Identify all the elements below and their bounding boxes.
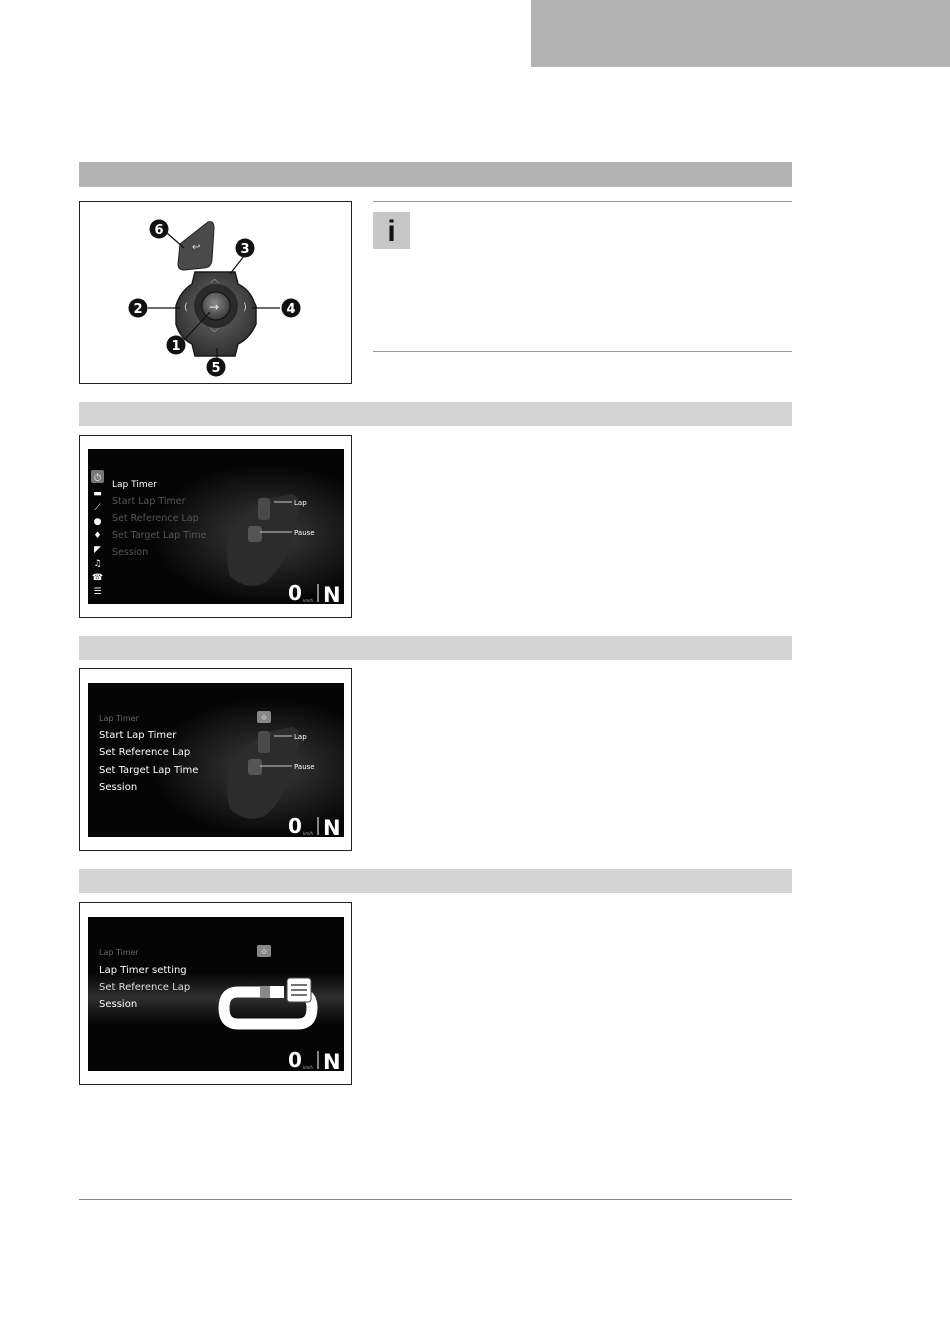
enter-glyph: ⟐ bbox=[261, 714, 267, 722]
tft-display-3 bbox=[80, 903, 351, 1084]
lap-label: Lap bbox=[294, 499, 307, 507]
gear-indicator: N bbox=[323, 816, 341, 840]
callout-3 bbox=[236, 239, 255, 258]
checkered-flag-icon bbox=[260, 986, 270, 998]
section-header-bar bbox=[79, 869, 792, 893]
menu-item: Set Target Lap Time bbox=[99, 765, 199, 776]
menu-title: Lap Timer bbox=[99, 714, 139, 723]
menu-title: Lap Timer bbox=[112, 480, 157, 490]
dashboard-screen-3 bbox=[79, 902, 352, 1085]
tft-display-2 bbox=[80, 669, 351, 850]
svg-text:1: 1 bbox=[171, 339, 181, 354]
section-header-bar bbox=[79, 402, 792, 426]
info-note bbox=[373, 201, 792, 352]
phone-icon: ☎ bbox=[91, 573, 104, 583]
menu-item: Lap Timer setting bbox=[99, 965, 187, 976]
menu-item: Set Reference Lap bbox=[99, 982, 191, 993]
pause-button-shape bbox=[248, 759, 262, 775]
gear-indicator: N bbox=[323, 583, 341, 607]
chapter-tab bbox=[531, 0, 950, 67]
info-icon: i bbox=[373, 212, 410, 249]
rider-icon: ♦ bbox=[93, 531, 102, 541]
menu-item: Start Lap Timer bbox=[112, 496, 186, 507]
pause-label: Pause bbox=[294, 763, 315, 771]
music-icon: ♫ bbox=[93, 559, 102, 569]
menu-item: Session bbox=[99, 999, 138, 1010]
wrench-icon: ⟋ bbox=[94, 503, 101, 513]
navigation-icon: ◤ bbox=[94, 545, 101, 555]
right-chevron-icon: ) bbox=[243, 302, 247, 313]
speed-unit: km/h bbox=[303, 831, 314, 836]
svg-text:5: 5 bbox=[211, 361, 221, 376]
speed-unit: km/h bbox=[303, 1065, 314, 1070]
back-arrow-icon: ↩ bbox=[192, 242, 201, 253]
callout-2 bbox=[129, 299, 148, 318]
lap-button-shape bbox=[258, 498, 270, 520]
pause-button-shape bbox=[248, 526, 262, 542]
pause-label: Pause bbox=[294, 529, 315, 537]
tire-pressure-icon: ● bbox=[93, 517, 102, 527]
gear-indicator: N bbox=[323, 1050, 341, 1074]
controls-diagram bbox=[80, 202, 351, 383]
menu-title: Lap Timer bbox=[99, 948, 139, 957]
settings-icon: ☰ bbox=[93, 587, 102, 597]
stopwatch-glyph: ⏱ bbox=[93, 473, 102, 484]
svg-text:2: 2 bbox=[133, 302, 143, 317]
down-chevron-icon: ﹀ bbox=[210, 329, 220, 339]
menu-item: Set Reference Lap bbox=[99, 747, 191, 758]
svg-text:6: 6 bbox=[154, 223, 164, 238]
callout-1 bbox=[167, 336, 186, 355]
enter-arrow-icon: → bbox=[209, 300, 220, 314]
lap-label: Lap bbox=[294, 733, 307, 741]
speed-readout: 0 bbox=[288, 1048, 302, 1072]
section-header-bar bbox=[79, 162, 792, 187]
menu-item: Session bbox=[99, 782, 138, 793]
speed-readout: 0 bbox=[288, 814, 302, 838]
tft-display-1 bbox=[80, 436, 351, 617]
menu-item: Start Lap Timer bbox=[99, 730, 177, 741]
callout-5 bbox=[207, 358, 226, 377]
left-chevron-icon: ( bbox=[184, 302, 188, 313]
speed-unit: km/h bbox=[303, 598, 314, 603]
section-header-bar bbox=[79, 636, 792, 660]
page-footer-rule bbox=[79, 1199, 792, 1200]
menu-item: Set Reference Lap bbox=[112, 513, 199, 524]
dashboard-screen-2 bbox=[79, 668, 352, 851]
menu-item: Set Target Lap Time bbox=[112, 530, 207, 541]
controls-figure bbox=[79, 201, 352, 384]
svg-text:3: 3 bbox=[240, 242, 250, 257]
up-chevron-icon: ︿ bbox=[210, 275, 220, 285]
motorcycle-icon: ▬ bbox=[93, 489, 102, 499]
callout-6 bbox=[150, 220, 169, 239]
speed-readout: 0 bbox=[288, 581, 302, 605]
svg-text:4: 4 bbox=[286, 302, 296, 317]
dashboard-screen-1 bbox=[79, 435, 352, 618]
callout-4 bbox=[282, 299, 301, 318]
menu-item: Session bbox=[112, 547, 149, 558]
start-line-marker bbox=[270, 986, 284, 998]
lap-button-shape bbox=[258, 731, 270, 753]
switch-glow bbox=[88, 683, 344, 837]
enter-glyph: ⟐ bbox=[261, 948, 267, 956]
switch-glow bbox=[88, 449, 344, 604]
